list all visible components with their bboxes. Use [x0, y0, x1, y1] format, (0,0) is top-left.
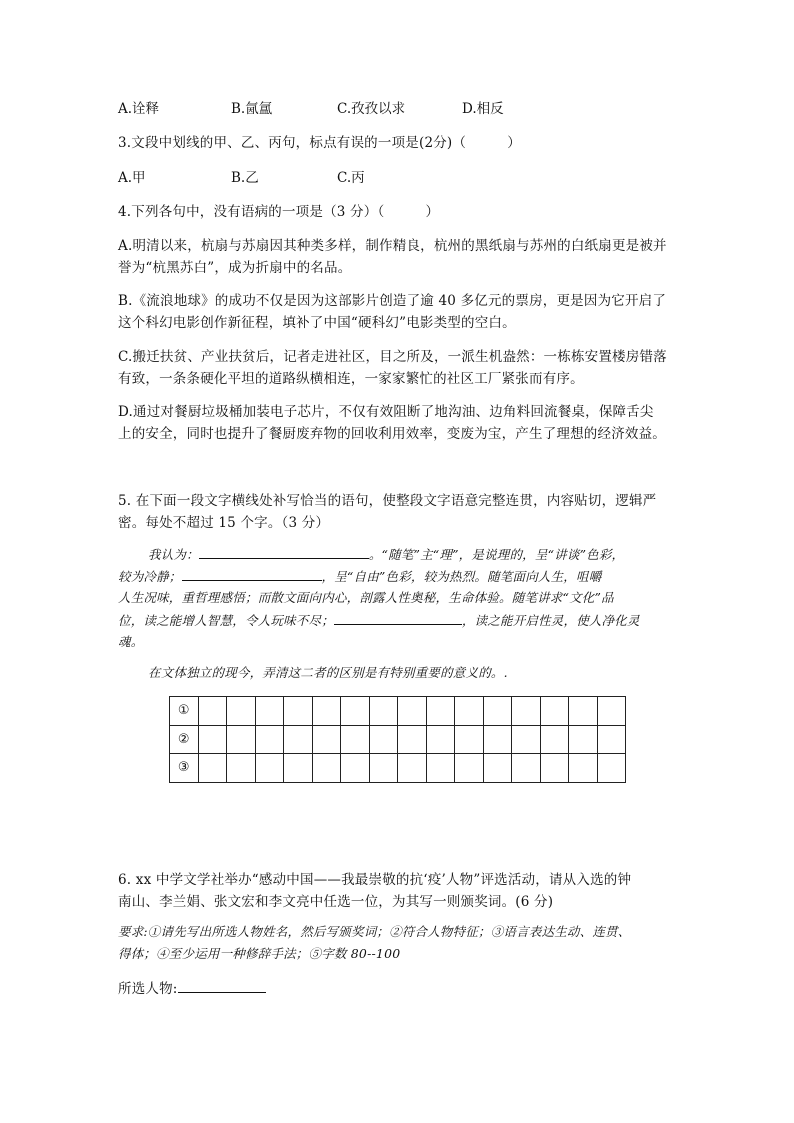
grid-cell[interactable] — [369, 754, 398, 783]
q2-option-c: C.孜孜以求 — [337, 101, 406, 117]
q5-blank-1[interactable] — [199, 544, 369, 559]
grid-cell[interactable] — [198, 754, 227, 783]
grid-cell[interactable] — [597, 725, 626, 754]
grid-cell[interactable] — [398, 725, 427, 754]
grid-row-label: ② — [170, 725, 199, 754]
grid-row-label: ① — [170, 697, 199, 726]
q5-passage-line4: 位，读之能增人智慧，令人玩味不尽； ，读之能开启性灵，使人净化灵 — [118, 610, 640, 629]
q3-option-a: A.甲 — [118, 170, 146, 186]
grid-cell[interactable] — [255, 725, 284, 754]
grid-cell[interactable] — [398, 754, 427, 783]
grid-row-label: ③ — [170, 754, 199, 783]
grid-cell[interactable] — [284, 725, 313, 754]
q2-option-d: D.相反 — [462, 101, 504, 117]
grid-cell[interactable] — [284, 754, 313, 783]
grid-cell[interactable] — [455, 697, 484, 726]
grid-cell[interactable] — [483, 697, 512, 726]
grid-cell[interactable] — [512, 725, 541, 754]
grid-cell[interactable] — [398, 697, 427, 726]
grid-cell[interactable] — [569, 754, 598, 783]
q5-stem-line1: 5. 在下面一段文字横线处补写恰当的语句，使整段文字语意完整连贯，内容贴切，逻辑严 — [118, 493, 657, 509]
q3-stem: 3.文段中划线的甲、乙、丙句，标点有误的一项是(2分)（ ） — [118, 135, 521, 151]
grid-cell[interactable] — [426, 725, 455, 754]
grid-cell[interactable] — [341, 754, 370, 783]
q4-option-d-line2: 上的安全，同时也提升了餐厨废弃物的回收利用效率，变废为宝，产生了理想的经济效益。 — [118, 426, 666, 442]
grid-cell[interactable] — [426, 697, 455, 726]
grid-cell[interactable] — [597, 697, 626, 726]
q5-passage-line5: 魂。 — [118, 634, 144, 649]
grid-cell[interactable] — [369, 725, 398, 754]
q2-option-a: A.诠释 — [118, 101, 160, 117]
grid-cell[interactable] — [312, 725, 341, 754]
q3-option-c: C.丙 — [337, 170, 365, 186]
q4-option-a-line1: A.明清以来，杭扇与苏扇因其种类多样，制作精良，杭州的黑纸扇与苏州的白纸扇更是被并 — [118, 238, 667, 254]
q6-requirements-line2: 得体；④至少运用一种修辞手法；⑤字数 80--100 — [118, 946, 401, 961]
q4-stem: 4.下列各句中，没有语病的一项是（3 分）（ ） — [118, 204, 440, 220]
grid-cell[interactable] — [540, 697, 569, 726]
grid-cell[interactable] — [426, 754, 455, 783]
q3-option-b: B.乙 — [231, 170, 259, 186]
q6-requirements-line1: 要求:①请先写出所选人物姓名，然后写颁奖词；②符合人物特征；③语言表达生动、连贯、 — [118, 924, 631, 939]
grid-cell[interactable] — [284, 697, 313, 726]
grid-cell[interactable] — [341, 697, 370, 726]
grid-cell[interactable] — [312, 754, 341, 783]
q4-option-b-line2: 这个科幻电影创作新征程，填补了中国“硬科幻”电影类型的空白。 — [118, 315, 516, 331]
q5-passage-line3: 人生况味，重哲理感悟；而散文面向内心，剖露人性奥秘，生命体验。随笔讲求“文化”品 — [118, 590, 614, 605]
grid-cell[interactable] — [483, 754, 512, 783]
grid-cell[interactable] — [569, 725, 598, 754]
q5-passage-line6: 在文体独立的现今，弄清这二者的区别是有特别重要的意义的。. — [148, 665, 508, 680]
q4-option-a-line2: 誉为“杭黑苏白”，成为折扇中的名品。 — [118, 260, 352, 276]
q4-option-d-line1: D.通过对餐厨垃圾桶加装电子芯片，不仅有效阻断了地沟油、边角料回流餐桌，保障舌尖 — [118, 404, 654, 420]
answer-grid — [169, 696, 626, 783]
grid-cell[interactable] — [227, 754, 256, 783]
q6-stem-line1: 6. xx 中学文学社举办“感动中国——我最崇敬的抗‘疫’人物”评选活动，请从入选的钟 — [118, 872, 632, 888]
grid-cell[interactable] — [198, 697, 227, 726]
q6-chosen-person: 所选人物: — [118, 977, 266, 997]
grid-cell[interactable] — [227, 725, 256, 754]
grid-cell[interactable] — [198, 725, 227, 754]
grid-cell[interactable] — [255, 697, 284, 726]
q6-stem-line2: 南山、李兰娟、张文宏和李文亮中任选一位，为其写一则颁奖词。(6 分) — [118, 894, 554, 910]
grid-cell[interactable] — [597, 754, 626, 783]
q4-option-b-line1: B.《流浪地球》的成功不仅是因为这部影片创造了逾 40 多亿元的票房，更是因为它开启了 — [118, 293, 667, 309]
grid-cell[interactable] — [369, 697, 398, 726]
grid-cell[interactable] — [512, 754, 541, 783]
q4-option-c-line1: C.搬迁扶贫、产业扶贫后，记者走进社区，目之所及，一派生机盎然：一栋栋安置楼房错落 — [118, 349, 667, 365]
q5-blank-2[interactable] — [182, 566, 322, 581]
grid-cell[interactable] — [540, 725, 569, 754]
grid-cell[interactable] — [455, 754, 484, 783]
grid-cell[interactable] — [512, 697, 541, 726]
q2-option-b: B.氤氲 — [231, 101, 273, 117]
chosen-person-blank[interactable] — [178, 978, 266, 993]
grid-cell[interactable] — [312, 697, 341, 726]
grid-cell[interactable] — [341, 725, 370, 754]
q5-passage-line1: 我认为： 。“随笔”主“理”，是说理的，呈“讲谈”色彩， — [148, 544, 624, 563]
grid-cell[interactable] — [540, 754, 569, 783]
q5-blank-3[interactable] — [334, 610, 462, 625]
grid-row-2 — [170, 725, 626, 754]
grid-cell[interactable] — [227, 697, 256, 726]
grid-row-1 — [170, 697, 626, 726]
grid-cell[interactable] — [483, 725, 512, 754]
grid-row-3 — [170, 754, 626, 783]
q4-option-c-line2: 有致，一条条硬化平坦的道路纵横相连，一家家繁忙的社区工厂紧张而有序。 — [118, 371, 584, 387]
grid-cell[interactable] — [569, 697, 598, 726]
q5-passage-line2: 较为冷静； ，呈“自由”色彩，较为热烈。随笔面向人生，咀嚼 — [118, 566, 601, 585]
grid-cell[interactable] — [455, 725, 484, 754]
grid-cell[interactable] — [255, 754, 284, 783]
q5-stem-line2: 密。每处不超过 15 个字。（3 分） — [118, 515, 330, 531]
